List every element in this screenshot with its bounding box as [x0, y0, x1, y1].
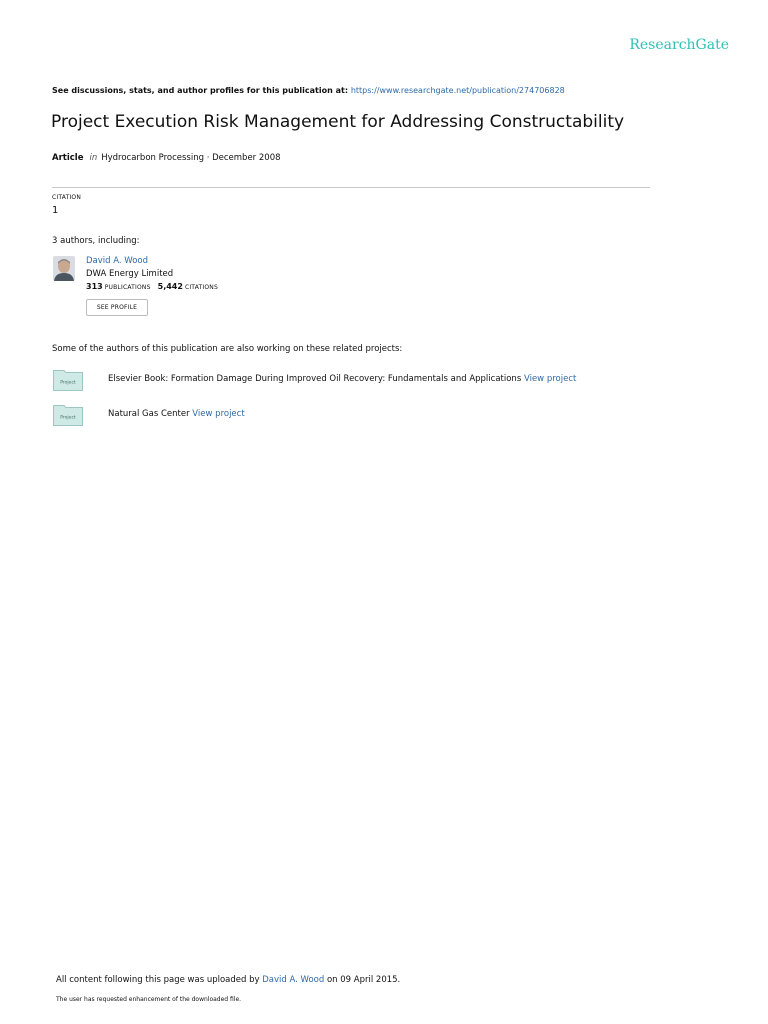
in-label: in: [89, 153, 98, 163]
publications-count: 313: [86, 282, 103, 291]
author-affiliation: DWA Energy Limited: [86, 269, 174, 279]
divider: [52, 187, 650, 188]
publication-title: Project Execution Risk Management for Addressing Constructability: [51, 112, 625, 132]
publication-type: Article: [52, 153, 84, 163]
upload-note: [56, 975, 400, 985]
citation-label: CITATION: [52, 194, 82, 201]
publications-label: PUBLICATIONS: [104, 284, 151, 291]
view-project-link[interactable]: View project: [523, 374, 577, 384]
author-photo-icon: [53, 256, 75, 281]
discussions-line: [52, 86, 565, 95]
project-icon-label: Project: [60, 380, 76, 386]
project-item: [108, 409, 245, 419]
publication-url-link[interactable]: https://www.researchgate.net/publication/274706828: [350, 86, 565, 95]
upload-suffix: on 09 April 2015.: [324, 975, 401, 985]
citations-count: 5,442: [157, 282, 183, 291]
project-icon-label: Project: [60, 415, 76, 421]
project-folder-icon[interactable]: [53, 404, 83, 426]
project-title: Elsevier Book: Formation Damage During Improved Oil Recovery: Fundamentals and Applications: [108, 374, 524, 384]
enhancement-note: The user has requested enhancement of the downloaded file.: [56, 996, 242, 1003]
citations-label: CITATIONS: [184, 284, 218, 291]
project-folder-icon[interactable]: [53, 369, 83, 391]
citation-count: 1: [52, 205, 59, 216]
author-avatar[interactable]: [53, 256, 75, 281]
venue-date: Hydrocarbon Processing · December 2008: [101, 153, 281, 163]
uploader-link[interactable]: David A. Wood: [262, 975, 325, 985]
project-item: [108, 374, 576, 384]
discussions-text: See discussions, stats, and author profiles for this publication at:: [52, 86, 351, 95]
researchgate-logo[interactable]: ResearchGate: [629, 37, 729, 53]
publication-meta: [52, 153, 281, 163]
see-profile-button[interactable]: SEE PROFILE: [86, 299, 148, 316]
view-project-link[interactable]: View project: [192, 409, 245, 419]
authors-heading: 3 authors, including:: [52, 236, 140, 246]
author-name-link[interactable]: David A. Wood: [86, 256, 149, 266]
upload-prefix: All content following this page was uploaded by: [56, 975, 263, 985]
related-projects-heading: Some of the authors of this publication are also working on these related projects:: [52, 344, 403, 354]
project-title: Natural Gas Center: [108, 409, 193, 419]
author-stats: [86, 282, 218, 291]
